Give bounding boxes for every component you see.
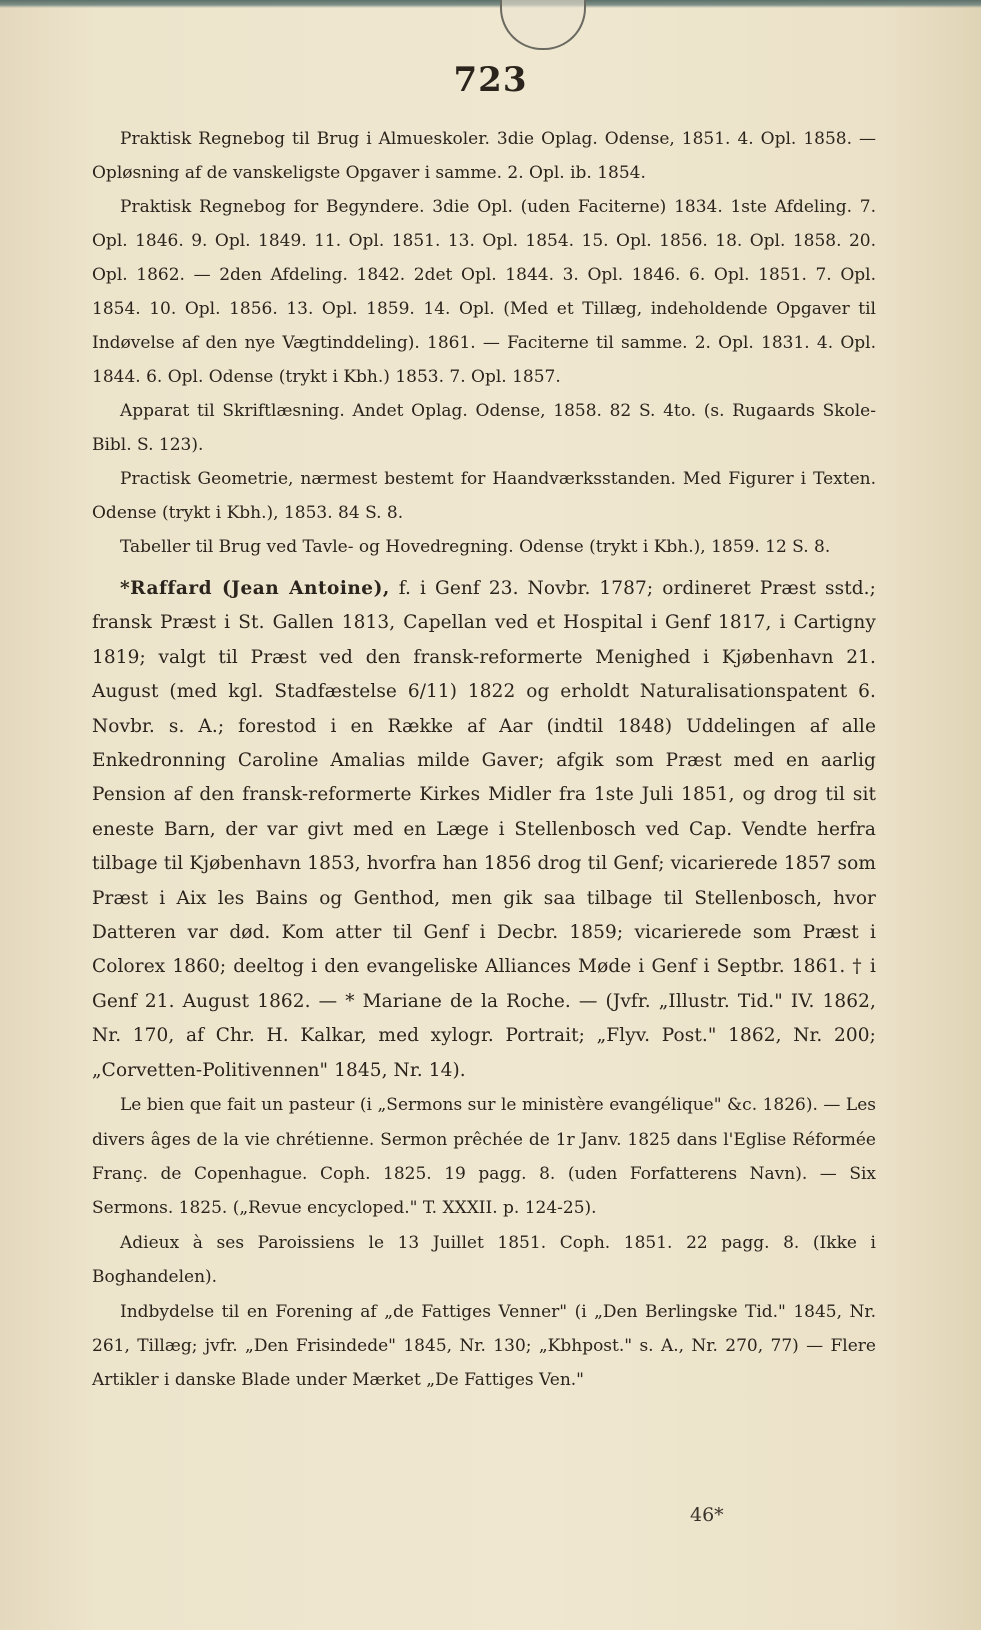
- work-sermons: Le bien que fait un pasteur (i „Sermons sur le ministère evangélique" &c. 1826). — Les divers âges de la vie chrétienne. Sermon prêchée de 1r Janv. 1825 dans l'Eglise Réformée Franç. de Copenhague. Coph. 1825. 19 pagg. 8. (uden Forfatterens Navn). — Six Sermons. 1825. („Revue encycloped." T. XXXII. p. 124-25).: [92, 1095, 876, 1219]
- signature-mark: 46*: [690, 1504, 724, 1526]
- page-number: 723: [453, 60, 528, 100]
- text-body: [92, 122, 876, 1398]
- paragraph-geometrie: Practisk Geometrie, nærmest bestemt for Haandværksstanden. Med Figurer i Texten. Odense (trykt i Kbh.), 1853. 84 S. 8.: [92, 469, 876, 523]
- entry-headword: *Raffard (Jean Antoine),: [120, 578, 390, 599]
- cover-edge: [0, 0, 981, 8]
- entry-text: f. i Genf 23. Novbr. 1787; ordineret Præst sstd.; fransk Præst i St. Gallen 1813, Capellan ved et Hospital i Genf 1817, i Cartigny 1819; valgt til Præst ved den fransk-reformerte Menighed i Kjøbenhavn 21. August (med kgl. Stadfæstelse 6/11) 1822 og erholdt Naturalisationspatent 6. Novbr. s. A.; forestod i en Række af Aar (indtil 1848) Uddelingen af alle Enkedronning Caroline Amalias milde Gaver; afgik som Præst med en aarlig Pension af den fransk-reformerte Kirkes Midler fra 1ste Juli 1851, og drog til sit eneste Barn, der var givt med en Læge i Stellenbosch ved Cap. Vendte herfra tilbage til Kjøbenhavn 1853, hvorfra han 1856 drog til Genf; vicarierede 1857 som Præst i Aix les Bains og Genthod, men gik saa tilbage til Stellenbosch, hvor Datteren var død. Kom atter til Genf i Decbr. 1859; vicarierede som Præst i Colorex 1860; deeltog i den evangeliske Alliances Møde i Genf i Septbr. 1861. † i Genf 21. August 1862. — * Mariane de la Roche. — (Jvfr. „Illustr. Tid." IV. 1862, Nr. 170, af Chr. H. Kalkar, med xylogr. Portrait; „Flyv. Post." 1862, Nr. 200; „Corvetten-Politivennen" 1845, Nr. 14).: [92, 578, 876, 1081]
- paragraph-tabeller: Tabeller til Brug ved Tavle- og Hovedregning. Odense (trykt i Kbh.), 1859. 12 S. 8.: [120, 537, 831, 557]
- biography-entry: [92, 572, 876, 1088]
- work-adieux: Adieux à ses Paroissiens le 13 Juillet 1851. Coph. 1851. 22 pagg. 8. (Ikke i Boghandelen).: [92, 1232, 876, 1288]
- paragraph-apparat: Apparat til Skriftlæsning. Andet Oplag. Odense, 1858. 82 S. 4to. (s. Rugaards Skole-Bibl. S. 123).: [92, 401, 876, 455]
- paragraph-regnebog-begyndere: Praktisk Regnebog for Begyndere. 3die Opl. (uden Faciterne) 1834. 1ste Afdeling. 7. Opl. 1846. 9. Opl. 1849. 11. Opl. 1851. 13. Opl. 1854. 15. Opl. 1856. 18. Opl. 1858. 20. Opl. 1862. — 2den Afdeling. 1842. 2det Opl. 1844. 3. Opl. 1846. 6. Opl. 1851. 7. Opl. 1854. 10. Opl. 1856. 13. Opl. 1859. 14. Opl. (Med et Tillæg, indeholdende Opgaver til Indøvelse af den nye Vægtinddeling). 1861. — Faciterne til samme. 2. Opl. 1831. 4. Opl. 1844. 6. Opl. Odense (trykt i Kbh.) 1853. 7. Opl. 1857.: [92, 197, 876, 387]
- binding-tab: [500, 0, 586, 50]
- paragraph-praktisk-regnebog: Praktisk Regnebog til Brug i Almueskoler. 3die Oplag. Odense, 1851. 4. Opl. 1858. — Opløsning af de vanskeligste Opgaver i samme. 2. Opl. ib. 1854.: [92, 129, 876, 183]
- work-indbydelse: Indbydelse til en Forening af „de Fattiges Venner" (i „Den Berlingske Tid." 1845, Nr. 261, Tillæg; jvfr. „Den Frisindede" 1845, Nr. 130; „Kbhpost." s. A., Nr. 270, 77) — Flere Artikler i danske Blade under Mærket „De Fattiges Ven.": [92, 1301, 876, 1391]
